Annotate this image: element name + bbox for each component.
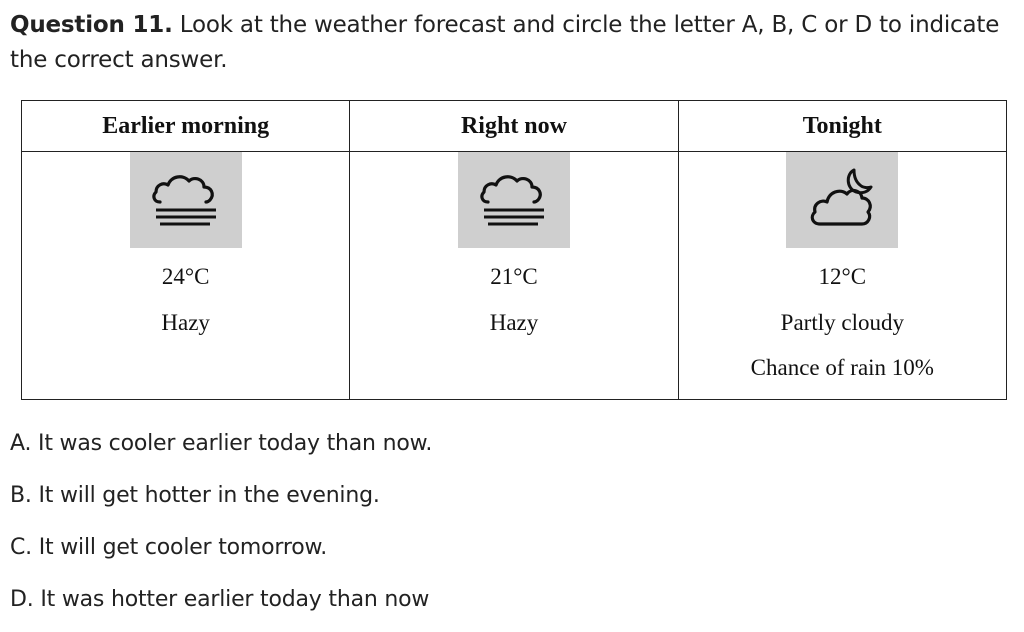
condition-earlier-morning: Hazy (161, 310, 210, 335)
forecast-cell-earlier-morning (22, 152, 350, 400)
forecast-body-row (22, 152, 1007, 400)
question-text: Look at the weather forecast and circle the letter A, B, C or D to indicate the correct answer. (10, 12, 1000, 73)
answer-option-c[interactable]: C. It will get cooler tomorrow. (10, 535, 328, 560)
temperature-right-now: 21°C (490, 264, 538, 289)
column-header-right-now: Right now (350, 101, 678, 152)
fog-cloud-icon (130, 152, 242, 248)
column-header-tonight: Tonight (678, 101, 1006, 152)
forecast-header-row (22, 101, 1007, 152)
forecast-cell-right-now (350, 152, 678, 400)
condition-right-now: Hazy (489, 310, 539, 335)
answer-option-d[interactable]: D. It was hotter earlier today than now (10, 587, 430, 612)
temperature-earlier-morning: 24°C (161, 264, 210, 289)
cloud-moon-icon (786, 152, 898, 248)
temperature-tonight: 12°C (818, 264, 867, 289)
fog-cloud-icon (458, 152, 570, 248)
answer-options (10, 424, 432, 632)
forecast-cell-tonight (678, 152, 1006, 400)
question-prompt (10, 8, 1020, 78)
answer-option-a[interactable]: A. It was cooler earlier today than now. (10, 431, 433, 456)
weather-forecast-table (21, 100, 1007, 400)
rain-chance-tonight: Chance of rain 10% (750, 355, 934, 380)
column-header-earlier-morning: Earlier morning (22, 101, 350, 152)
answer-option-b[interactable]: B. It will get hotter in the evening. (10, 483, 380, 508)
question-number: Question 11. (10, 12, 173, 38)
condition-tonight: Partly cloudy (780, 310, 904, 335)
